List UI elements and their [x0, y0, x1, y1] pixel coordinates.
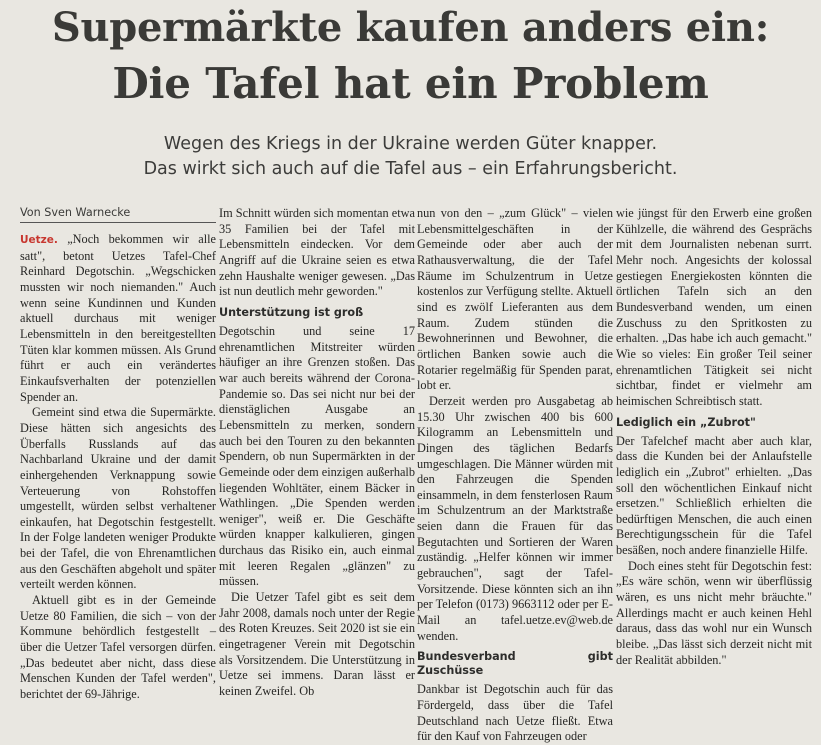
article-paragraph: Im Schnitt würden sich momentan etwa 35 Familien bei der Tafel mit Lebensmitteln eindecken. Vor dem Angriff auf die Ukraine seien es etwa zehn Haushalte weniger gewesen. „Das ist nun deutlich mehr geworden." — [219, 206, 415, 299]
byline: Von Sven Warnecke — [20, 206, 216, 223]
article-paragraph: Gemeint sind etwa die Supermärkte. Diese hätten sich angesichts des Überfalls Russlands auf das Nachbarland Ukraine und der damit einhergehenden Verknappung sowie Verteuerung von Rohstoffen umgestellt, würden selbst verhaltener einkaufen, hat Degotschin festgestellt. In der Folge landeten weniger Produkte bei der Tafel, die von Ehrenamtlichen aus den Geschäften abgeholt und später verteilt werden können. — [20, 405, 216, 592]
headline-line-2: Die Tafel hat ein Problem — [112, 59, 709, 108]
headline — [0, 4, 821, 108]
subtitle-line-1: Wegen des Kriegs in der Ukraine werden Güter knapper. — [163, 134, 658, 154]
subheading: Unterstützung ist groß — [219, 305, 364, 319]
article-column-2 — [219, 206, 415, 700]
paragraph-text: „Noch bekommen wir alle satt", betont Uetzes Tafel-Chef Reinhard Degotschin. „Wegschicken mussten wir noch niemanden." Auch wenn seine Kundinnen und Kunden aktuell durchaus mit weniger Lebensmitteln in den bereitgestellten Tüten klar kommen müssen. Als Grund führt er auch ein verändertes Einkaufsverhalten der potenziellen Spender an. — [20, 232, 216, 404]
article-paragraph: Dankbar ist Degotschin auch für das Fördergeld, dass über die Tafel Deutschland nach Uetze fließt. Etwa für den Kauf von Fahrzeugen oder — [417, 682, 613, 744]
article-paragraph: Derzeit werden pro Ausgabetag ab 15.30 Uhr zwischen 400 bis 600 Kilogramm an Lebensmitteln und Dingen des täglichen Bedarfs umgeschlagen. Die Männer würden mit den Fahrzeugen die Spenden einsammeln, in dem fensterlosen Raum im Schulzentrum an der Marktstraße seien dann die Frauen für das Begutachten und Sortieren der Waren zuständig. „Helfer können wir immer gebrauchen", sagt der Tafel-Vorsitzende. Diese könnten sich an ihn per Telefon (0173) 9663112 oder per E-Mail an tafel.uetze.ev@web.de wenden. — [417, 393, 613, 643]
headline-line-1: Supermärkte kaufen anders ein: — [51, 4, 770, 51]
article-paragraph: Die Uetzer Tafel gibt es seit dem Jahr 2008, damals noch unter der Regie des Roten Kreuzes. Seit 2020 ist sie ein eingetragener Verein mit Degotschin als Vorsitzendem. Die Unterstützung in Uetze sei immens. Daran lässt er keinen Zweifel. Ob — [219, 590, 415, 699]
subheading: Lediglich ein „Zubrot" — [616, 415, 756, 429]
dateline: Uetze. — [20, 234, 58, 246]
article-paragraph: wie jüngst für den Erwerb eine großen Kühlzelle, die während des Gesprächs mit dem Journalisten nebenan surrt. Mehr noch. Angesichts der kolossal gestiegen Energiekosten könnten die örtlichen Tafeln sich an den Bundesverband wenden, um einen Zuschuss zu den Spritkosten zu erhalten. „Das habe ich auch gemacht." Wie so vieles: Ein großer Teil seiner ehrenamtlichen Tätigkeit sei nicht sichtbar, findet er vielmehr am heimischen Schreibtisch statt. — [616, 206, 812, 408]
article-column-4 — [616, 206, 812, 668]
article-paragraph: Degotschin und seine 17 ehrenamtlichen Mitstreiter würden häufiger an ihre Grenzen stoßen. Das war auch bereits während der Corona-Pandemie so. Das sei nicht nur bei der dienstäglichen Ausgabe an Lebensmitteln zu merken, sondern auch bei den Touren zu den bekannten Spendern, ob nun Supermärkten in der Gemeinde oder dem einzigen außerhalb liegenden Wohltäter, einem Bäcker in Wathlingen. „Die Spenden werden weniger", weiß er. Die Geschäfte würden knapper kalkulieren, gingen durchaus das Risiko ein, auch einmal mit leeren Regalen „glänzen" zu müssen. — [219, 323, 415, 589]
article-paragraph: Doch eines steht für Degotschin fest: „Es wäre schön, wenn wir überflüssig wären, es uns nicht mehr bräuchte." Allerdings macht er auch keinen Hehl daraus, dass das wohl nur ein Wunsch bleibe. „Das lässt sich derzeit nicht mit der Realität abbilden." — [616, 558, 812, 667]
article-paragraph: nun von den – „zum Glück" – vielen Lebensmittelgeschäften in der Gemeinde oder aber auch der Rathausverwaltung, die der Tafel Räume im Schulzentrum in Uetze kostenlos zur Verfügung stellte. Aktuell sind es zwölf Lieferanten aus dem Raum. Zudem stünden die Bewohnerinnen und Bewohner, die örtlichen Banken sowie auch die Rotarier regelmäßig für Spenden parat, lobt er. — [417, 206, 613, 393]
subheading: Bundesverband gibt Zuschüsse — [417, 650, 613, 678]
article-column-3 — [417, 206, 613, 745]
article-paragraph — [20, 232, 216, 405]
article-column-1 — [20, 206, 216, 703]
subtitle — [0, 132, 821, 182]
subtitle-line-2: Das wirkt sich auch auf die Tafel aus – ein Erfahrungsbericht. — [143, 159, 678, 179]
article-paragraph: Aktuell gibt es in der Gemeinde Uetze 80 Familien, die sich – von der Kommune behördlich festgestellt – über die Uetzer Tafel versorgen dürfen. „Das bedeutet aber nicht, dass diese Menschen Kunden der Tafel werden", berichtet der 69-Jährige. — [20, 593, 216, 702]
article-paragraph: Der Tafelchef macht aber auch klar, dass die Kunden bei der Anlaufstelle lediglich ein „Zubrot" erhielten. „Das soll den wöchentlichen Einkauf nicht ersetzen." Schließlich erhielten die bedürftigen Menschen, die auch einen Berechtigungsschein für die Tafel besäßen, noch andere finanzielle Hilfe. — [616, 433, 812, 558]
